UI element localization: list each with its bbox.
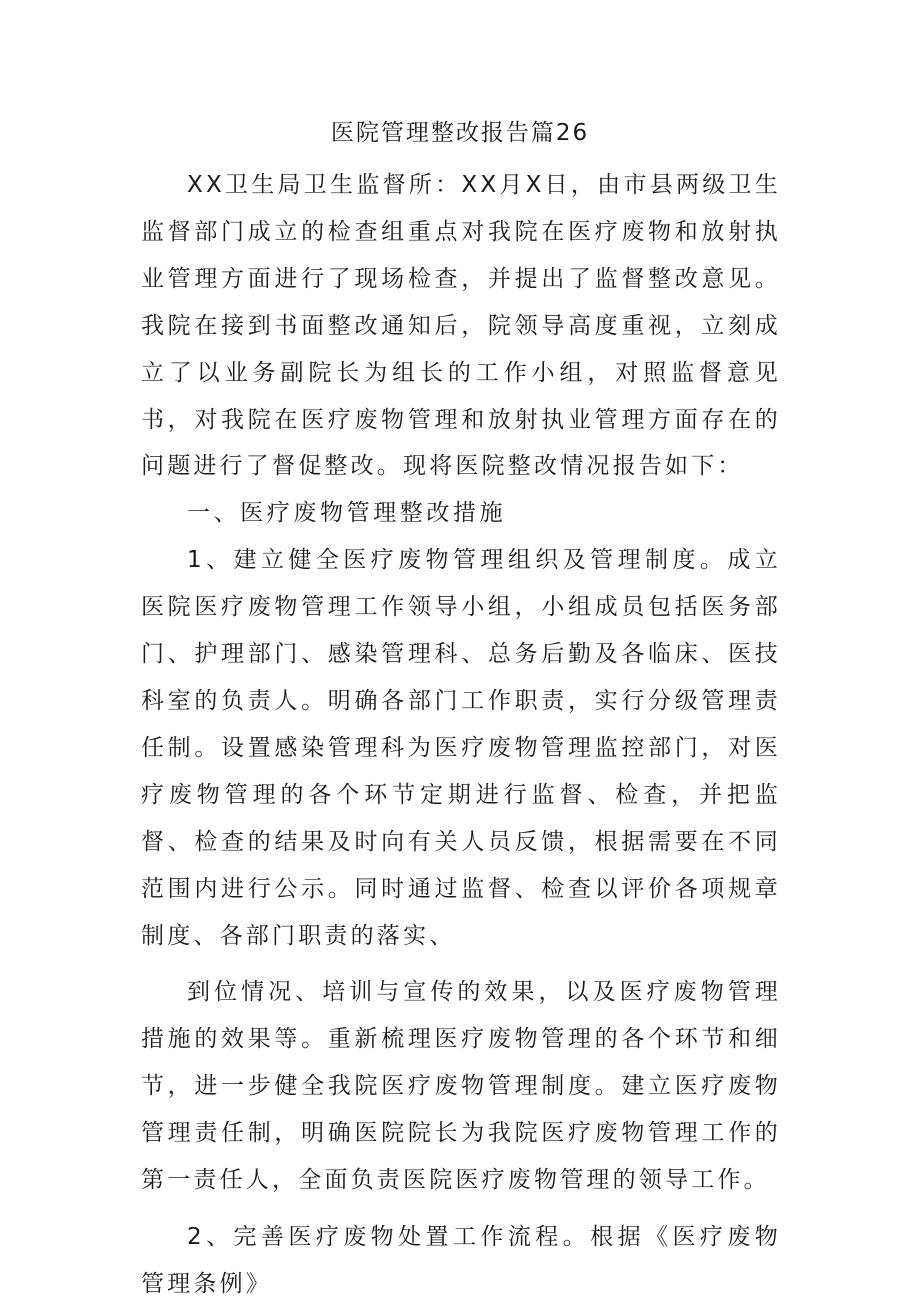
section-heading-medical-waste: 一、医疗废物管理整改措施: [187, 500, 507, 527]
document-body: [141, 162, 781, 1308]
paragraph-intro: XX卫生局卫生监督所：XX月X日，由市县两级卫生监督部门成立的检查组重点对我院在医疗废物和放射执业管理方面进行了现场检查，并提出了监督整改意见。我院在接到书面整改通知后，院领导高度重视，立刻成立了以业务副院长为组长的工作小组，对照监督意见书，对我院在医疗废物管理和放射执业管理方面存在的问题进行了督促整改。现将医院整改情况报告如下：: [141, 172, 781, 480]
paragraph-item-1: 1、建立健全医疗废物管理组织及管理制度。成立医院医疗废物管理工作领导小组，小组成员包括医务部门、护理部门、感染管理科、总务后勤及各临床、医技科室的负责人。明确各部门工作职责，实行分级管理责任制。设置感染管理科为医疗废物管理监控部门，对医疗废物管理的各个环节定期进行监督、检查，并把监督、检查的结果及时向有关人员反馈，根据需要在不同范围内进行公示。同时通过监督、检查以评价各项规章制度、各部门职责的落实、: [141, 547, 781, 949]
paragraph-item-2: 2、完善医疗废物处置工作流程。根据《医疗废物管理条例》: [141, 1223, 781, 1297]
paragraph-item-1-continued: 到位情况、培训与宣传的效果，以及医疗废物管理措施的效果等。重新梳理医疗废物管理的各个环节和细节，进一步健全我院医疗废物管理制度。建立医疗废物管理责任制，明确医院院长为我院医疗废物管理工作的第一责任人，全面负责医院医疗废物管理的领导工作。: [141, 979, 781, 1194]
document-title: 医院管理整改报告篇26: [330, 120, 590, 146]
